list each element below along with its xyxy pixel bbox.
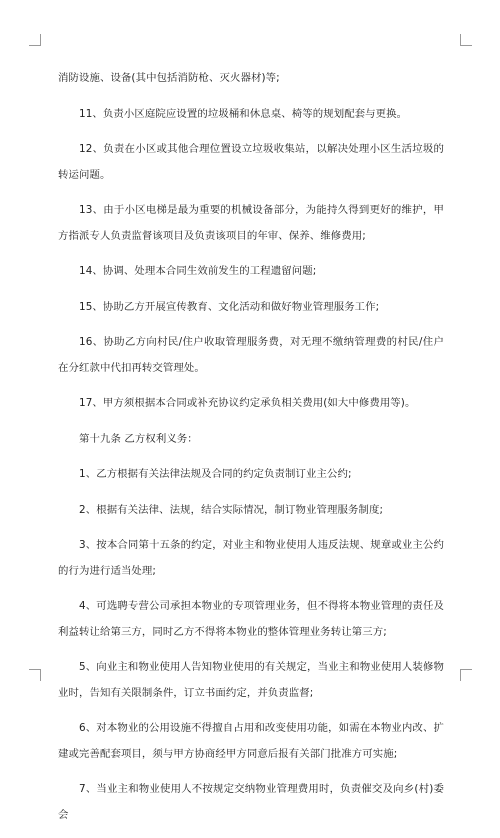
paragraph: 3、按本合同第十五条的约定，对业主和物业使用人违反法规、规章或业主公约的行为进行适当处理; [58, 539, 444, 577]
paragraph: 4、可选聘专营公司承担本物业的专项管理业务，但不得将本物业管理的责任及利益转让给第三方，同时乙方不得将本物业的整体管理业务转让第三方; [58, 600, 444, 638]
paragraph: 16、协助乙方向村民/住户收取管理服务费，对无理不缴纳管理费的村民/住户在分红款中代扣再转交管理处。 [58, 336, 444, 374]
paragraph: 5、向业主和物业使用人告知物业使用的有关规定，当业主和物业使用人装修物业时，告知有关限制条件，订立书面约定，并负责监督; [58, 661, 444, 699]
paragraph: 11、负责小区庭院应设置的垃圾桶和休息桌、椅等的规划配套与更换。 [79, 107, 408, 120]
paragraph: 14、协调、处理本合同生效前发生的工程遗留问题; [79, 265, 317, 277]
paragraph: 消防设施、设备(其中包括消防枪、灭火器材)等; [58, 72, 280, 84]
crop-mark-bottom-right [460, 669, 472, 681]
crop-mark-bottom-left [29, 669, 41, 681]
crop-mark-top-left [29, 34, 41, 46]
paragraph: 7、当业主和物业使用人不按规定交纳物业管理费用时，负责催交及向乡(村)委会 [58, 783, 444, 821]
document-body [58, 66, 444, 838]
crop-mark-top-right [460, 34, 472, 46]
section-heading: 第十九条 乙方权利义务： [79, 432, 198, 445]
paragraph: 12、负责在小区或其他合理位置设立垃圾收集站，以解决处理小区生活垃圾的转运问题。 [58, 143, 444, 181]
paragraph: 17、甲方须根据本合同或补充协议约定承负相关费用(如大中修费用等)。 [79, 397, 416, 409]
paragraph: 13、由于小区电梯是最为重要的机械设备部分，为能持久得到更好的维护，甲方指派专人负责监督该项目及负责该项目的年审、保养、维修费用; [58, 204, 444, 242]
paragraph: 15、协助乙方开展宣传教育、文化活动和做好物业管理服务工作; [79, 300, 380, 313]
paragraph: 2、根据有关法律、法规，结合实际情况，制订物业管理服务制度; [79, 503, 384, 516]
paragraph: 6、对本物业的公用设施不得擅自占用和改变使用功能，如需在本物业内改、扩建或完善配套项目，须与甲方协商经甲方同意后报有关部门批准方可实施; [58, 722, 444, 760]
paragraph: 1、乙方根据有关法律法规及合同的约定负责制订业主公约; [79, 468, 352, 480]
